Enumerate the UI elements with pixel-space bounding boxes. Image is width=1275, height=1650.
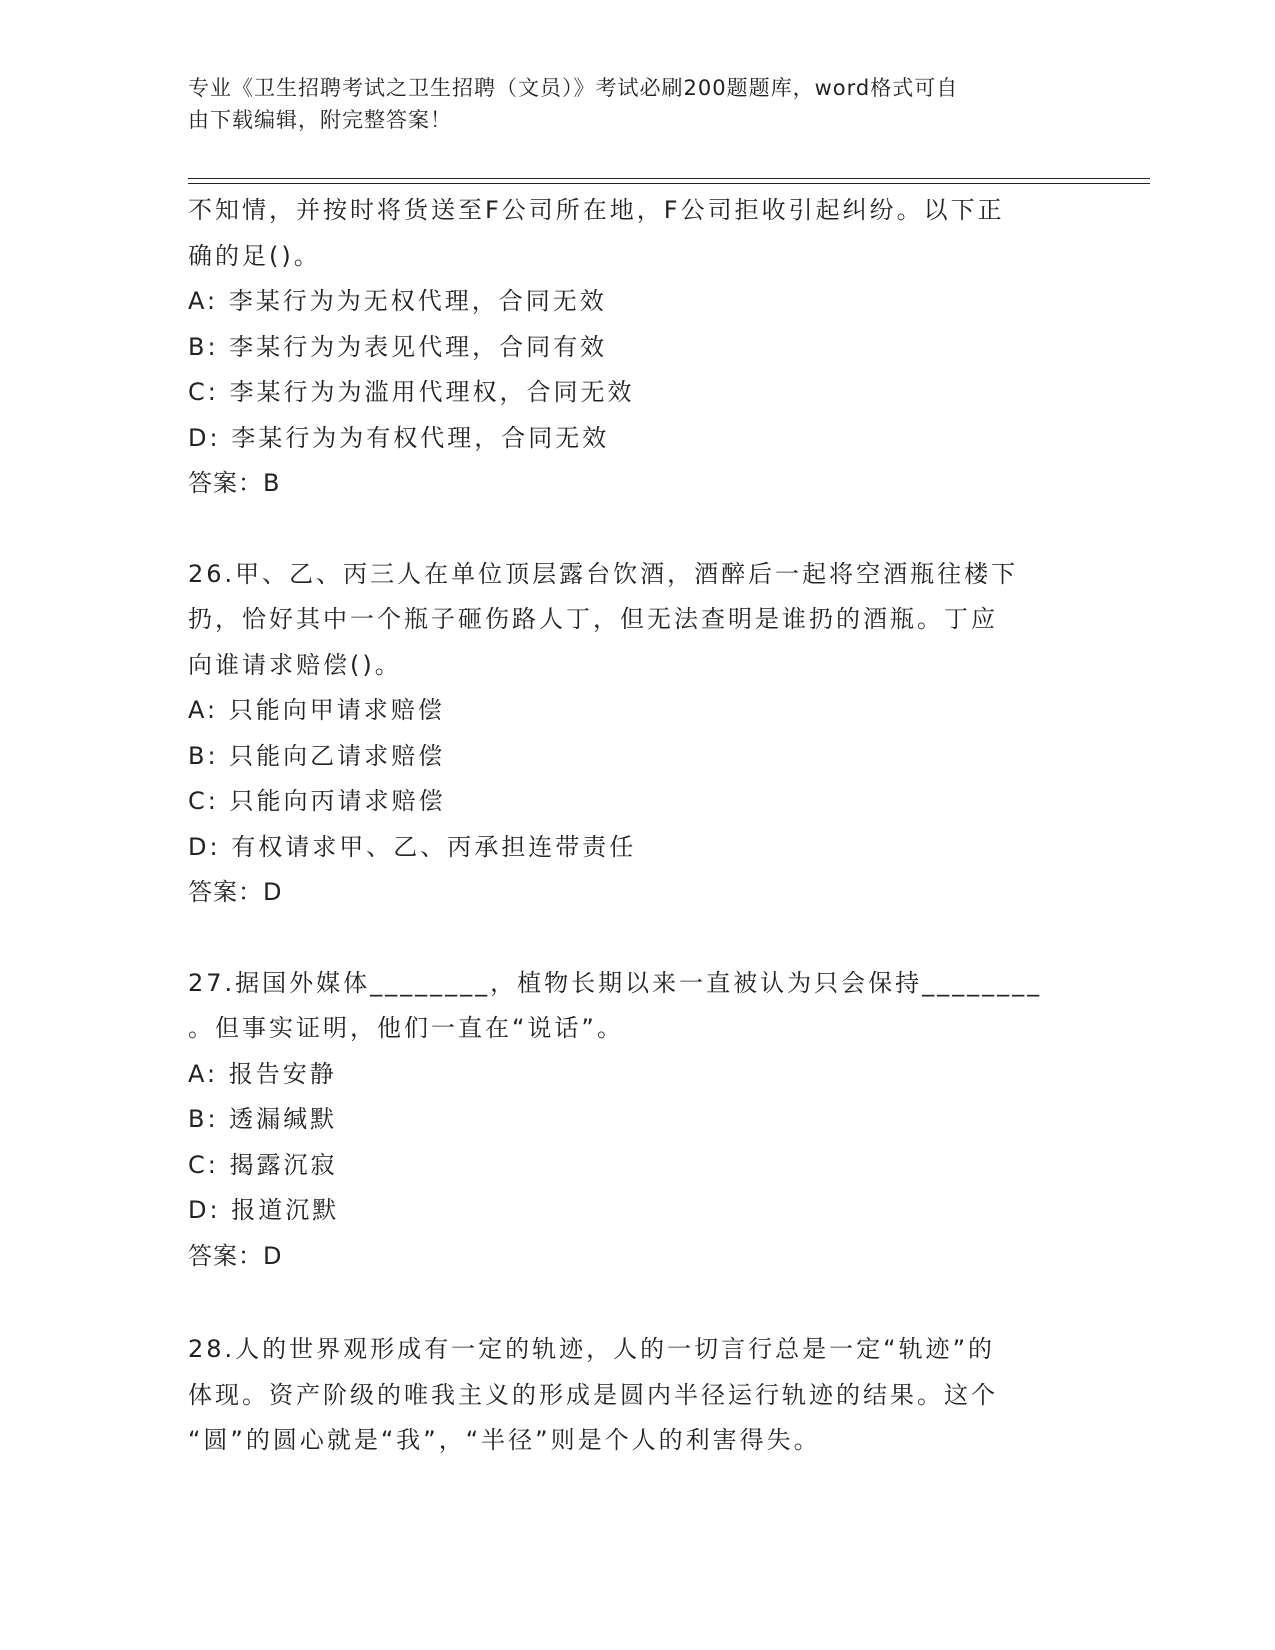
option-b: B: 李某行为为表见代理，合同有效 bbox=[188, 332, 608, 361]
question-stem-line: 27.据国外媒体________，植物长期以来一直被认为只会保持________ bbox=[188, 968, 1043, 997]
option-b: B: 只能向乙请求赔偿 bbox=[188, 741, 446, 770]
question-stem-line: 26.甲、乙、丙三人在单位顶层露台饮酒，酒醉后一起将空酒瓶往楼下 bbox=[188, 559, 1019, 588]
question-stem-line: 不知情，并按时将货送至F公司所在地，F公司拒收引起纠纷。以下正 bbox=[188, 196, 1005, 224]
question-stem-line: 28.人的世界观形成有一定的轨迹，人的一切言行总是一定“轨迹”的 bbox=[188, 1335, 996, 1363]
question-stem-line: 扔，恰好其中一个瓶子砸伤路人丁，但无法查明是谁扔的酒瓶。丁应 bbox=[188, 605, 998, 633]
question-stem-line: 确的足()。 bbox=[188, 241, 321, 270]
header-divider-bottom bbox=[188, 183, 1150, 184]
header-divider-top bbox=[188, 178, 1150, 179]
answer-label: 答案：D bbox=[188, 1241, 283, 1270]
question-stem-line: “圆”的圆心就是“我”，“半径”则是个人的利害得失。 bbox=[188, 1426, 821, 1454]
option-a: A: 只能向甲请求赔偿 bbox=[188, 696, 445, 724]
option-c: C: 李某行为为滥用代理权，合同无效 bbox=[188, 378, 635, 406]
header-line-1: 专业《卫生招聘考试之卫生招聘（文员）》考试必刷200题题库，word格式可自 bbox=[188, 76, 959, 100]
answer-label: 答案：B bbox=[188, 469, 281, 497]
header-line-2: 由下载编辑，附完整答案！ bbox=[188, 108, 452, 132]
question-stem-line: 。但事实证明，他们一直在“说话”。 bbox=[188, 1014, 624, 1042]
option-d: D: 李某行为为有权代理，合同无效 bbox=[188, 423, 610, 452]
option-c: C: 只能向丙请求赔偿 bbox=[188, 787, 446, 815]
answer-label: 答案：D bbox=[188, 878, 283, 906]
question-25 bbox=[188, 188, 1088, 507]
question-stem-line: 向谁请求赔偿()。 bbox=[188, 650, 402, 679]
document-header bbox=[188, 72, 1068, 136]
question-28 bbox=[188, 1327, 1088, 1464]
option-a: A: 报告安静 bbox=[188, 1059, 337, 1088]
option-d: D: 报道沉默 bbox=[188, 1196, 340, 1224]
option-d: D: 有权请求甲、乙、丙承担连带责任 bbox=[188, 832, 637, 861]
question-stem-line: 体现。资产阶级的唯我主义的形成是圆内半径运行轨迹的结果。这个 bbox=[188, 1380, 998, 1409]
option-b: B: 透漏缄默 bbox=[188, 1105, 338, 1133]
question-27 bbox=[188, 961, 1088, 1280]
document-body bbox=[188, 188, 1088, 1509]
option-c: C: 揭露沉寂 bbox=[188, 1150, 338, 1179]
option-a: A: 李某行为为无权代理，合同无效 bbox=[188, 287, 607, 315]
question-26 bbox=[188, 552, 1088, 916]
